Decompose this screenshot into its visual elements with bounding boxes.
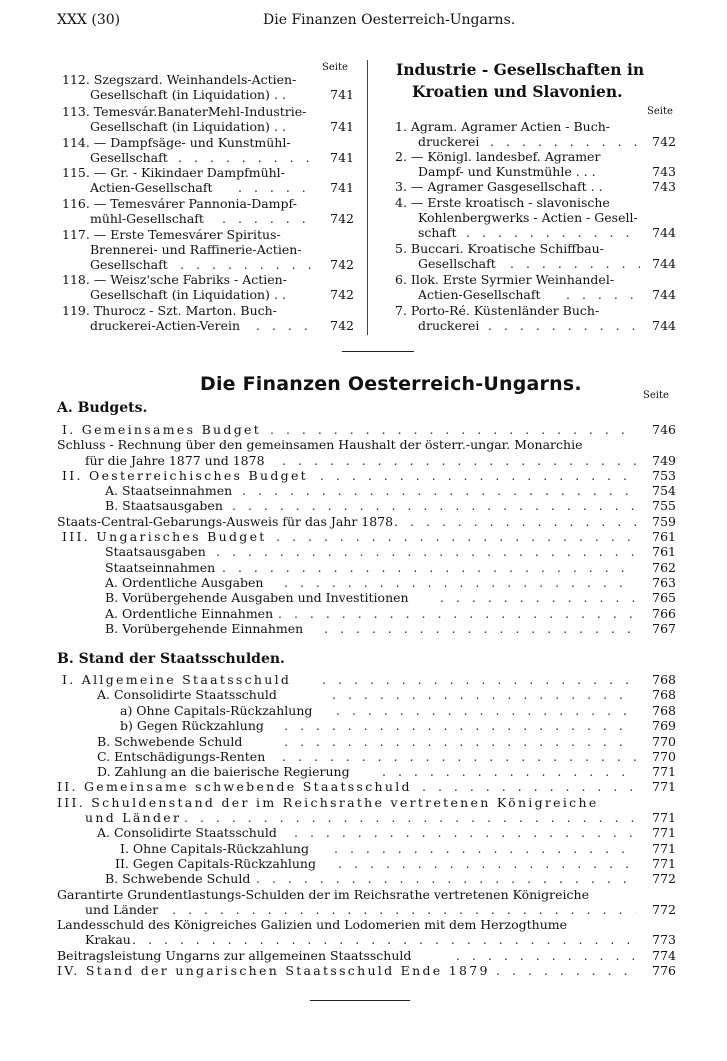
page-ref: 741 — [330, 87, 354, 102]
list-item: 1. Agram. Agramer Actien - Buch- — [395, 119, 610, 134]
page-ref: 742 — [330, 318, 354, 333]
toc-entry: Staatseinnahmen — [105, 560, 216, 575]
page-ref: 771 — [652, 810, 676, 825]
page-ref: 770 — [652, 734, 676, 749]
toc-entry: B. Vorübergehende Ausgaben und Investitionen — [105, 590, 409, 605]
page-ref: 771 — [652, 764, 676, 779]
running-title: Die Finanzen Oesterreich-Ungarns. — [263, 12, 516, 28]
dot-leader — [284, 735, 636, 750]
dot-leader — [242, 484, 636, 499]
dot-leader — [284, 719, 636, 734]
column-divider — [367, 60, 368, 335]
section-title: Kroatien und Slavonien. — [412, 82, 623, 101]
toc-entry: I. Gemeinsames Budget — [62, 422, 262, 437]
toc-entry: II. Oesterreichisches Budget — [62, 468, 309, 483]
page-ref: 772 — [652, 902, 676, 917]
list-item: 6. Ilok. Erste Syrmier Weinhandel- — [395, 272, 615, 287]
dot-leader — [294, 826, 636, 841]
toc-entry: D. Zahlung an die baierische Regierung — [97, 764, 350, 779]
toc-entry: Krakau — [85, 932, 131, 947]
page-ref: 774 — [652, 948, 676, 963]
toc-entry: C. Entschädigungs-Renten — [97, 749, 266, 764]
separator-rule — [342, 351, 414, 352]
list-item: 115. — Gr. - Kikindaer Dampfmühl- — [62, 165, 285, 180]
page-ref: 771 — [652, 856, 676, 871]
toc-entry: A. Consolidirte Staatsschuld — [97, 687, 277, 702]
page-ref: 744 — [652, 256, 676, 271]
list-item: Actien-Gesellschaft — [90, 180, 213, 195]
page-ref: 771 — [652, 841, 676, 856]
list-item: 4. — Erste kroatisch - slavonische — [395, 195, 610, 210]
section-title: Industrie - Gesellschaften in — [396, 60, 645, 79]
dot-leader — [222, 561, 636, 576]
dot-leader — [334, 842, 636, 857]
dot-leader — [422, 780, 636, 795]
dot-leader — [322, 673, 636, 688]
dot-leader — [456, 949, 636, 964]
dot-leader — [382, 765, 636, 780]
page-ref: 772 — [652, 871, 676, 886]
dot-leader — [132, 933, 636, 948]
toc-entry: Staatsausgaben — [105, 544, 206, 559]
dot-leader — [216, 545, 636, 560]
page-ref: 761 — [652, 544, 676, 559]
page-ref: 744 — [652, 318, 676, 333]
toc-entry: Schluss - Rechnung über den gemeinsamen Haushalt der österr.-ungar. Monarchie — [57, 437, 583, 452]
toc-entry: I. Ohne Capitals-Rückzahlung — [120, 841, 309, 856]
page-ref: 776 — [652, 963, 676, 978]
toc-entry: für die Jahre 1877 und 1878 — [85, 453, 265, 468]
list-item: druckerei — [418, 134, 480, 149]
toc-entry: Beitragsleistung Ungarns zur allgemeinen Staatsschuld — [57, 948, 412, 963]
main-seite-label: Seite — [643, 390, 669, 401]
list-item: Gesellschaft — [418, 256, 496, 271]
list-item: 112. Szegszard. Weinhandels-Actien- — [62, 72, 297, 87]
page-ref: 741 — [330, 180, 354, 195]
dot-leader — [184, 811, 636, 826]
dot-leader — [256, 872, 636, 887]
page-ref: 744 — [652, 225, 676, 240]
dot-leader — [496, 964, 636, 979]
dot-leader — [440, 591, 636, 606]
dot-leader — [276, 530, 636, 545]
list-item: 119. Thurocz - Szt. Marton. Buch- — [62, 303, 277, 318]
toc-entry: A. Consolidirte Staatsschuld — [97, 825, 277, 840]
list-item: schaft — [418, 225, 457, 240]
list-item: druckerei-Actien-Verein — [90, 318, 241, 333]
list-item: Kohlenbergwerks - Actien - Gesell- — [418, 210, 638, 225]
section-heading-a: A. Budgets. — [57, 400, 148, 416]
toc-entry: III. Ungarisches Budget — [62, 529, 267, 544]
toc-entry: II. Gemeinsame schwebende Staatsschuld — [57, 779, 412, 794]
page-ref: 768 — [652, 703, 676, 718]
page-ref: 759 — [652, 514, 676, 529]
dot-leader — [336, 704, 636, 719]
list-item: Gesellschaft (in Liquidation) . . — [90, 119, 286, 134]
page-ref: 768 — [652, 672, 676, 687]
left-seite-label: Seite — [322, 62, 348, 73]
toc-entry: a) Ohne Capitals-Rückzahlung — [120, 703, 313, 718]
page-ref: 763 — [652, 575, 676, 590]
page-ref: 754 — [652, 483, 676, 498]
dot-leader — [172, 903, 636, 918]
page-ref: 743 — [652, 164, 676, 179]
toc-entry: Staats-Central-Gebarungs-Ausweis für das Jahr 1878 — [57, 514, 394, 529]
toc-entry: II. Gegen Capitals-Rückzahlung — [115, 856, 316, 871]
page-ref: 741 — [330, 150, 354, 165]
dot-leader — [270, 423, 636, 438]
dot-leader — [284, 576, 636, 591]
toc-entry: A. Staatseinnahmen — [105, 483, 233, 498]
page-ref: 742 — [330, 257, 354, 272]
toc-entry: und Länder — [85, 902, 159, 917]
page-ref: 769 — [652, 718, 676, 733]
toc-entry: B. Vorübergehende Einnahmen — [105, 621, 304, 636]
dot-leader — [324, 622, 636, 637]
list-item: 114. — Dampfsäge- und Kunstmühl- — [62, 135, 291, 150]
page-number-header: XXX (30) — [57, 12, 121, 28]
page-ref: 753 — [652, 468, 676, 483]
toc-entry: B. Staatsausgaben — [105, 498, 223, 513]
list-item: Actien-Gesellschaft — [418, 287, 541, 302]
list-item: 113. Temesvár.BanaterMehl-Industrie- — [62, 104, 307, 119]
page-ref: 755 — [652, 498, 676, 513]
list-item: Brennerei- und Raffinerie-Actien- — [90, 242, 302, 257]
page-ref: 768 — [652, 687, 676, 702]
page-ref: 765 — [652, 590, 676, 605]
list-item: 2. — Königl. landesbef. Agramer — [395, 149, 601, 164]
toc-entry: A. Ordentliche Einnahmen — [105, 606, 274, 621]
page-ref: 746 — [652, 422, 676, 437]
page-ref: 770 — [652, 749, 676, 764]
page-ref: 744 — [652, 287, 676, 302]
page-ref: 742 — [330, 211, 354, 226]
toc-entry: B. Schwebende Schuld — [105, 871, 251, 886]
toc-entry: B. Schwebende Schuld — [97, 734, 243, 749]
toc-entry: und Länder — [85, 810, 182, 825]
list-item: Gesellschaft (in Liquidation) . . — [90, 287, 286, 302]
page-ref: 743 — [652, 179, 676, 194]
list-item: Gesellschaft (in Liquidation) . . — [90, 87, 286, 102]
list-item: mühl-Gesellschaft — [90, 211, 204, 226]
dot-leader — [332, 688, 636, 703]
page-ref: 771 — [652, 825, 676, 840]
toc-entry: b) Gegen Rückzahlung — [120, 718, 264, 733]
page-title: Die Finanzen Oesterreich-Ungarns. — [200, 373, 582, 395]
dot-leader — [282, 454, 636, 469]
page-ref: 767 — [652, 621, 676, 636]
page-ref: 766 — [652, 606, 676, 621]
list-item: 7. Porto-Ré. Küstenländer Buch- — [395, 303, 600, 318]
toc-entry: A. Ordentliche Ausgaben — [105, 575, 264, 590]
list-item: 117. — Erste Temesvárer Spiritus- — [62, 227, 281, 242]
dot-leader — [282, 750, 636, 765]
list-item: 118. — Weisz'sche Fabriks - Actien- — [62, 272, 287, 287]
page-ref: 742 — [330, 287, 354, 302]
list-item: Gesellschaft — [90, 150, 168, 165]
list-item: druckerei — [418, 318, 480, 333]
toc-entry: Landesschuld des Königreiches Galizien und Lodomerien mit dem Herzogthume — [57, 917, 568, 932]
page-ref: 742 — [652, 134, 676, 149]
dot-leader — [394, 515, 636, 530]
page-ref: 771 — [652, 779, 676, 794]
toc-entry: IV. Stand der ungarischen Staatsschuld Ende 1879 — [57, 963, 490, 978]
dot-leader — [338, 857, 636, 872]
toc-entry: III. Schuldenstand der im Reichsrathe vertretenen Königreiche — [57, 795, 599, 810]
toc-entry: I. Allgemeine Staatsschuld — [62, 672, 292, 687]
section-heading-b: B. Stand der Staatsschulden. — [57, 651, 285, 667]
dot-leader — [278, 607, 636, 622]
list-item: Gesellschaft — [90, 257, 168, 272]
list-item: Dampf- und Kunstmühle . . . — [418, 164, 596, 179]
dot-leader — [320, 469, 636, 484]
page-ref: 773 — [652, 932, 676, 947]
right-seite-label: Seite — [647, 106, 673, 117]
list-item: 3. — Agramer Gasgesellschaft . . — [395, 179, 603, 194]
list-item: 116. — Temesvárer Pannonia-Dampf- — [62, 196, 297, 211]
toc-entry: Garantirte Grundentlastungs-Schulden der im Reichsrathe vertretenen Königreiche — [57, 887, 589, 902]
page-ref: 749 — [652, 453, 676, 468]
page-ref: 761 — [652, 529, 676, 544]
page-ref: 762 — [652, 560, 676, 575]
bottom-rule — [310, 1000, 410, 1001]
dot-leader — [232, 499, 636, 514]
list-item: 5. Buccari. Kroatische Schiffbau- — [395, 241, 604, 256]
page-ref: 741 — [330, 119, 354, 134]
